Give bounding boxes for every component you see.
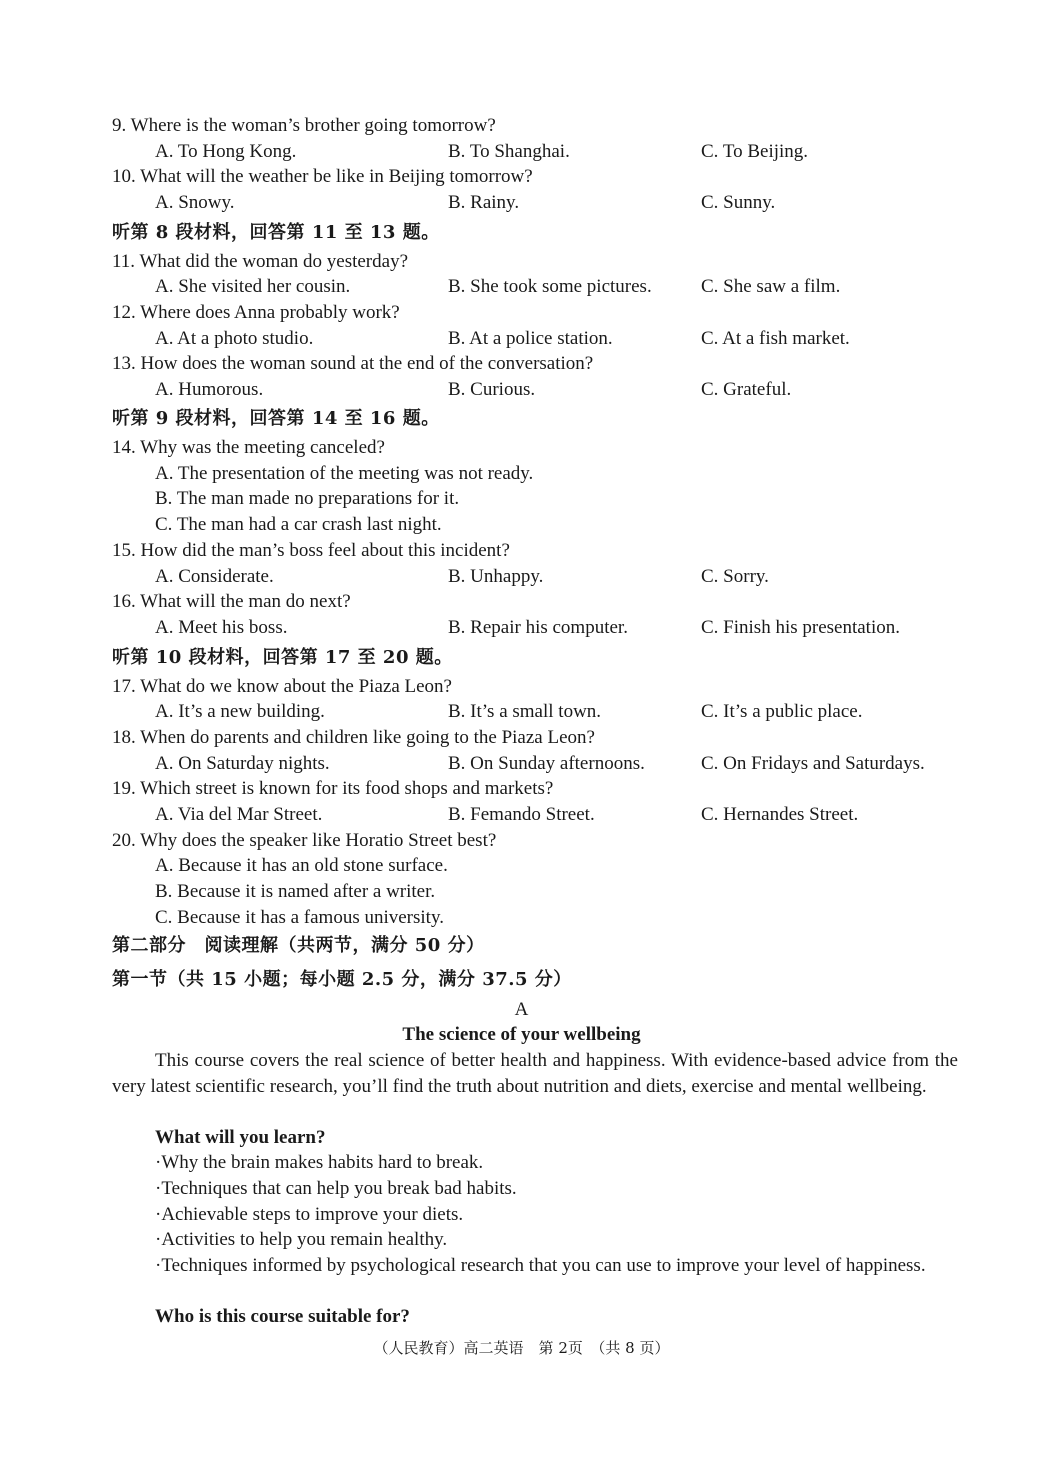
question-20: 20. Why does the speaker like Horatio Street best? (112, 830, 497, 851)
option-c: C. It’s a public place. (701, 701, 863, 722)
option-b: B. Rainy. (448, 192, 520, 213)
option-b: B. To Shanghai. (448, 141, 570, 162)
passage-title: The science of your wellbeing (402, 1024, 641, 1045)
section-heading-8: 听第 8 段材料，回答第 11 至 13 题。 (112, 222, 440, 243)
option-a: A. The presentation of the meeting was not ready. (155, 463, 534, 484)
option-a: A. Humorous. (155, 379, 264, 400)
option-c: C. At a fish market. (701, 328, 850, 349)
option-a: A. Via del Mar Street. (155, 804, 323, 825)
section-heading-9: 听第 9 段材料，回答第 14 至 16 题。 (112, 408, 440, 429)
option-c: C. To Beijing. (701, 141, 809, 162)
question-13: 13. How does the woman sound at the end of the conversation? (112, 353, 594, 374)
question-18: 18. When do parents and children like going to the Piaza Leon? (112, 727, 595, 748)
option-a: A. On Saturday nights. (155, 753, 330, 774)
section-title: 第一节（共 15 小题；每小题 2.5 分，满分 37.5 分） (112, 969, 572, 990)
question-17: 17. What do we know about the Piaza Leon? (112, 676, 452, 697)
option-b: B. The man made no preparations for it. (155, 488, 460, 509)
option-b: B. It’s a small town. (448, 701, 602, 722)
question-9: 9. Where is the woman’s brother going tomorrow? (112, 115, 496, 136)
learn-heading: What will you learn? (155, 1127, 326, 1148)
part-title: 第二部分 阅读理解（共两节，满分 50 分） (112, 935, 485, 956)
option-c: C. The man had a car crash last night. (155, 514, 442, 535)
question-14: 14. Why was the meeting canceled? (112, 437, 385, 458)
option-b: B. Repair his computer. (448, 617, 628, 638)
option-c: C. Finish his presentation. (701, 617, 900, 638)
option-a: A. Because it has an old stone surface. (155, 855, 448, 876)
intro-paragraph: This course covers the real science of better health and happiness. With evidence-based advice from the very latest scientific research, you’ll find the truth about nutrition and diets, exercise and mental wellbeing. (112, 1050, 958, 1097)
option-c: C. She saw a film. (701, 276, 841, 297)
option-a: A. To Hong Kong. (155, 141, 297, 162)
question-11: 11. What did the woman do yesterday? (112, 251, 409, 272)
passage-letter: A (514, 999, 529, 1020)
section-heading-10: 听第 10 段材料，回答第 17 至 20 题。 (112, 647, 453, 668)
option-a: A. At a photo studio. (155, 328, 314, 349)
option-b: B. Unhappy. (448, 566, 544, 587)
learn-item: ·Why the brain makes habits hard to break. (155, 1152, 484, 1173)
option-a: A. Considerate. (155, 566, 274, 587)
option-a: A. It’s a new building. (155, 701, 325, 722)
option-a: A. Meet his boss. (155, 617, 288, 638)
option-b: B. Because it is named after a writer. (155, 881, 436, 902)
question-10: 10. What will the weather be like in Beijing tomorrow? (112, 166, 533, 187)
learn-item: ·Techniques that can help you break bad habits. (155, 1178, 517, 1199)
option-b: B. Curious. (448, 379, 536, 400)
learn-item: ·Achievable steps to improve your diets. (155, 1204, 464, 1225)
page-footer: （人民教育）高二英语 第 2页 （共 8 页） (373, 1339, 670, 1357)
question-15: 15. How did the man’s boss feel about this incident? (112, 540, 510, 561)
option-c: C. Sorry. (701, 566, 769, 587)
suitable-heading: Who is this course suitable for? (155, 1306, 410, 1327)
option-c: C. Grateful. (701, 379, 792, 400)
option-b: B. At a police station. (448, 328, 613, 349)
option-c: C. On Fridays and Saturdays. (701, 753, 925, 774)
option-b: B. On Sunday afternoons. (448, 753, 645, 774)
option-c: C. Because it has a famous university. (155, 907, 444, 928)
option-a: A. She visited her cousin. (155, 276, 351, 297)
question-16: 16. What will the man do next? (112, 591, 351, 612)
option-a: A. Snowy. (155, 192, 235, 213)
learn-item: ·Activities to help you remain healthy. (155, 1229, 448, 1250)
question-19: 19. Which street is known for its food shops and markets? (112, 778, 554, 799)
option-b: B. She took some pictures. (448, 276, 652, 297)
option-c: C. Sunny. (701, 192, 776, 213)
question-12: 12. Where does Anna probably work? (112, 302, 400, 323)
learn-item: ·Techniques informed by psychological research that you can use to improve your level of happiness. (155, 1255, 926, 1276)
option-b: B. Femando Street. (448, 804, 595, 825)
option-c: C. Hernandes Street. (701, 804, 859, 825)
